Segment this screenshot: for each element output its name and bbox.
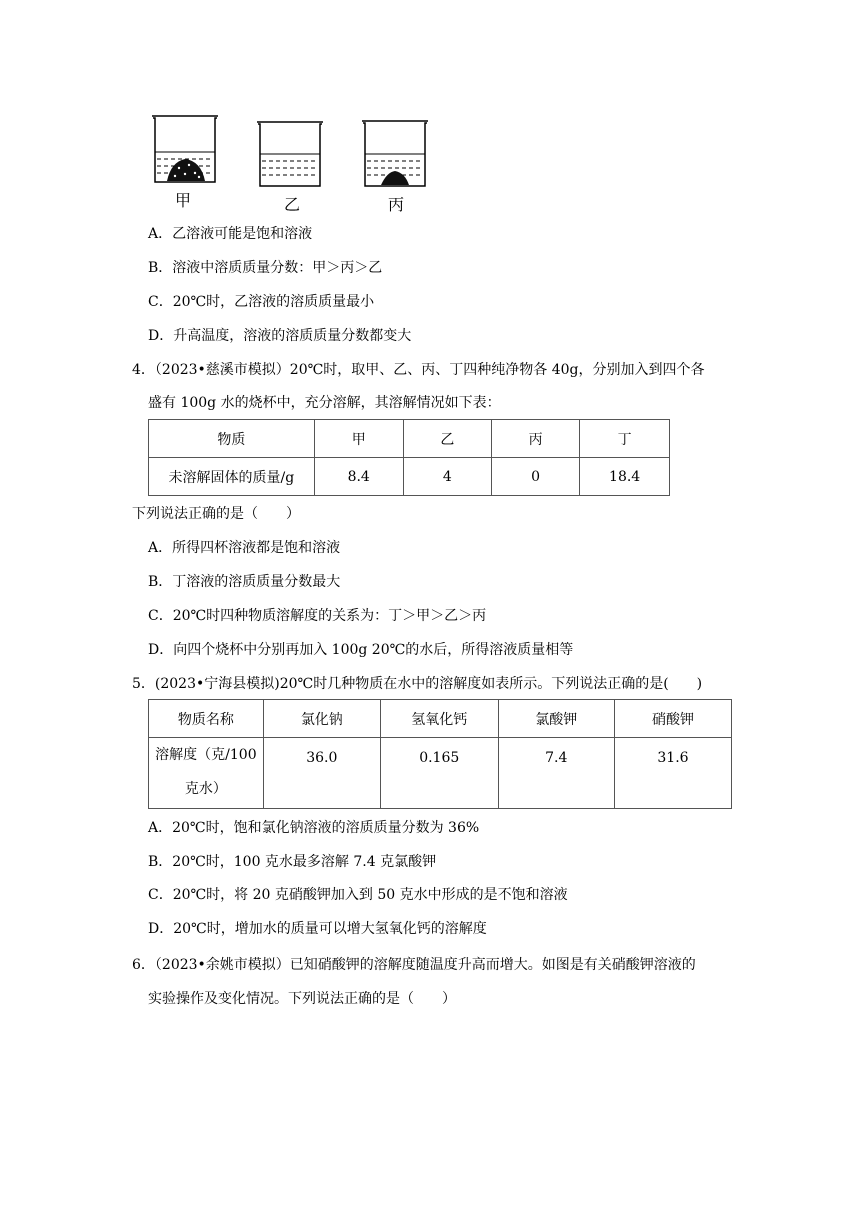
q4-table-data-row [149,458,670,496]
q4-option-a: A．所得四杯溶液都是饱和溶液 [148,540,341,556]
q6-stem-line1: 6．（2023•余姚市模拟）已知硝酸钾的溶解度随温度升高而增大。如图是有关硝酸钾溶液的 [132,957,696,973]
q4-data-cell: 18.4 [580,458,670,496]
q4-data-cell: 未溶解固体的质量/g [149,458,315,496]
q4-stem-line1: 4．（2023•慈溪市模拟）20℃时，取甲、乙、丙、丁四种纯净物各 40g，分别加入到四个各 [132,362,705,378]
q5-option-b: B．20℃时，100 克水最多溶解 7.4 克氯酸钾 [148,854,437,870]
q5-row-label-line2: 克水） [184,781,227,797]
q5-table-header-row [149,700,732,738]
q4-option-d: D．向四个烧杯中分别再加入 100g 20℃的水后，所得溶液质量相等 [148,642,574,658]
q5-header-cell: 硝酸钾 [614,700,731,738]
q5-table-data-row [149,738,732,809]
q4-data-cell: 8.4 [314,458,403,496]
q6-stem-line2: 实验操作及变化情况。下列说法正确的是（ ） [148,991,456,1007]
q4-table [148,419,670,496]
q3-option-d: D．升高温度，溶液的溶质质量分数都变大 [148,328,412,344]
q4-header-cell: 物质 [149,420,315,458]
q4-header-cell: 丁 [580,420,670,458]
q5-table [148,699,732,809]
q4-header-cell: 乙 [403,420,491,458]
q4-prompt: 下列说法正确的是（ ） [132,506,300,522]
q3-option-c: C．20℃时，乙溶液的溶质质量最小 [148,294,375,310]
q4-option-c: C．20℃时四种物质溶解度的关系为：丁＞甲＞乙＞丙 [148,608,487,624]
q4-data-cell: 0 [491,458,579,496]
q5-option-c: C．20℃时，将 20 克硝酸钾加入到 50 克水中形成的是不饱和溶液 [148,887,568,903]
q5-header-cell: 物质名称 [149,700,264,738]
q4-table-header-row [149,420,670,458]
beaker-jia [152,116,218,182]
q5-header-cell: 氯酸钾 [498,700,614,738]
q5-data-cell: 36.0 [263,738,380,809]
q4-header-cell: 丙 [491,420,579,458]
q5-data-cell: 0.165 [380,738,498,809]
q5-stem: 5．(2023•宁海县模拟)20℃时几种物质在水中的溶解度如表所示。下列说法正确的是( ) [132,676,703,692]
q5-row-label [149,738,264,809]
q5-header-cell: 氢氧化钙 [380,700,498,738]
q4-option-b: B．丁溶液的溶质质量分数最大 [148,574,341,590]
beaker-label-jia: 甲 [175,191,192,210]
q3-option-a: A．乙溶液可能是饱和溶液 [148,226,313,242]
q5-option-a: A．20℃时，饱和氯化钠溶液的溶质质量分数为 36% [148,820,480,836]
q4-stem-line2: 盛有 100g 水的烧杯中，充分溶解，其溶解情况如下表： [148,395,501,411]
solid-pile-bing [381,171,409,185]
q5-option-d: D．20℃时，增加水的质量可以增大氢氧化钙的溶解度 [148,921,487,937]
q5-data-cell: 31.6 [614,738,731,809]
beaker-bing [362,121,428,186]
q4-data-cell: 4 [403,458,491,496]
q5-data-cell: 7.4 [498,738,614,809]
q3-option-b: B．溶液中溶质质量分数：甲＞丙＞乙 [148,260,383,276]
beaker-label-yi: 乙 [284,195,301,214]
q5-header-cell: 氯化钠 [263,700,380,738]
beaker-label-bing: 丙 [388,195,405,214]
beaker-yi [257,122,323,186]
q5-row-label-line1: 溶解度（克/100 [155,747,257,763]
q4-header-cell: 甲 [314,420,403,458]
